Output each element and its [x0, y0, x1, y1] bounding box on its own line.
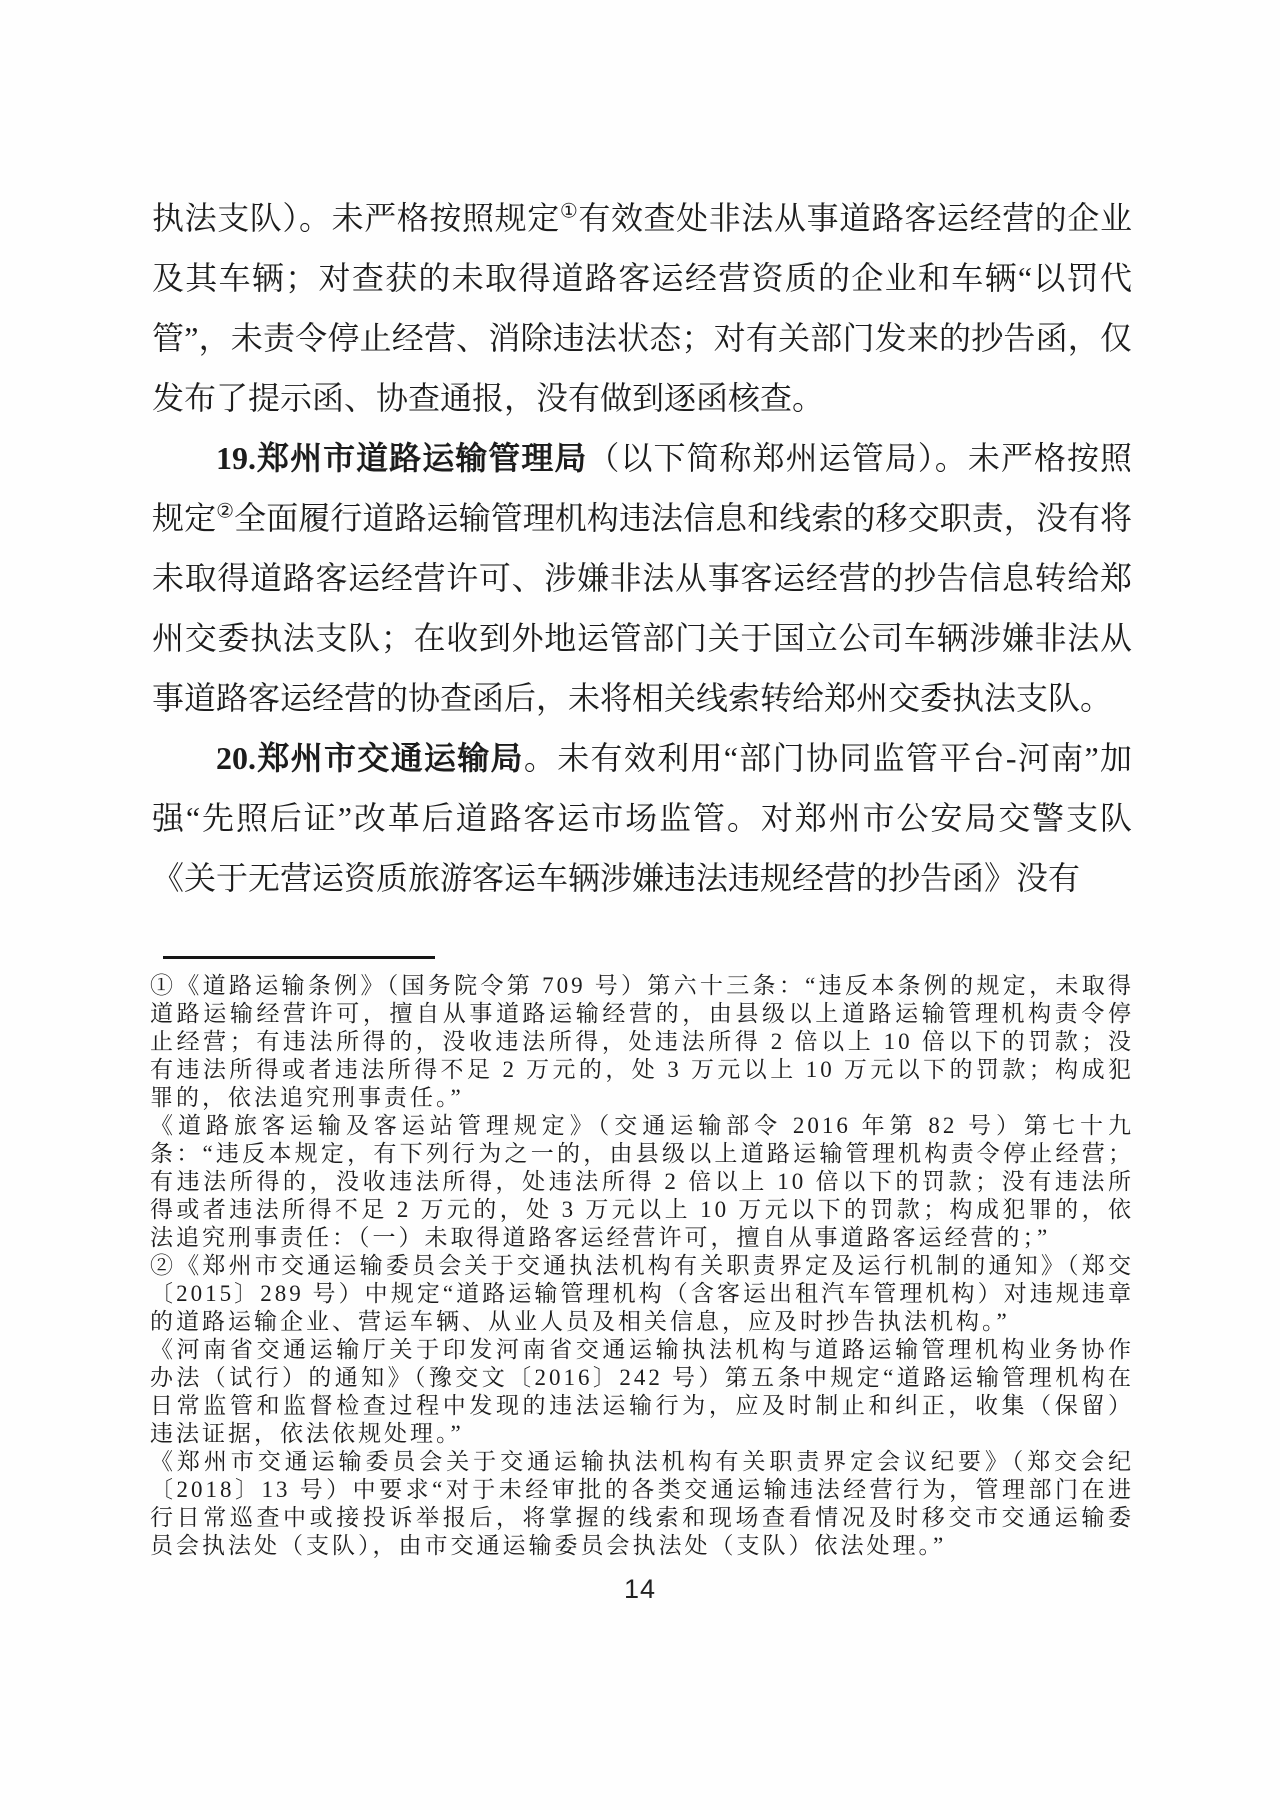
- footnote-text: 《郑州市交通运输委员会关于交通运输执法机构有关职责界定会议纪要》（郑交会纪〔2018〕13 号）中要求“对于未经审批的各类交通运输违法经营行为，管理部门在进行日常巡查中或接投诉举报后，将掌握的线索和现场查看情况及时移交市交通运输委员会执法处（支队），由市交通运输委员会执法处（支队）依法处理。”: [150, 1449, 1134, 1558]
- footnote-text: 《道路运输条例》（国务院令第 709 号）第六十三条：“违反本条例的规定，未取得道路运输经营许可，擅自从事道路运输经营的，由县级以上道路运输管理机构责令停止经营；有违法所得的，没收违法所得，处违法所得 2 倍以上 10 倍以下的罚款；没有违法所得或者违法所得不足 2 万元的，处 3 万元以上 10 万元以下的罚款；构成犯罪的，依法追究刑事责任。”: [150, 973, 1134, 1110]
- footnote-marker: ①: [150, 973, 177, 998]
- footnote-text: 《河南省交通运输厅关于印发河南省交通运输执法机构与道路运输管理机构业务协作办法（试行）的通知》（豫交文〔2016〕242 号）第五条中规定“道路运输管理机构在日常监管和监督检查过程中发现的违法运输行为，应及时制止和纠正，收集（保留）违法证据，依法依规处理。”: [150, 1337, 1134, 1446]
- main-text: [152, 188, 1132, 908]
- body-text-run: 有效查处非法从事道路客运经营的企业及其车辆；对查获的未取得道路客运经营资质的企业和车辆“以罚代管”，未责令停止经营、消除违法状态；对有关部门发来的抄告函，仅发布了提示函、协查通报，没有做到逐函核查。: [152, 200, 1132, 416]
- footnote-1-continued: [150, 1112, 1134, 1252]
- footnote-ref-2: ②: [216, 500, 235, 523]
- footnote-1: [150, 972, 1134, 1112]
- paragraph-item-19: [152, 428, 1132, 728]
- body-text-run: 。未有效利用“部门协同监管平台-河南”加强“先照后证”改革后道路客运市场监管。对郑州市公安局交警支队《关于无营运资质旅游客运车辆涉嫌违法违规经营的抄告函》没有: [152, 740, 1132, 896]
- footnote-2-continued-a: [150, 1336, 1134, 1448]
- footnote-text: 《道路旅客运输及客运站管理规定》（交通运输部令 2016 年第 82 号）第七十九条：“违反本规定，有下列行为之一的，由县级以上道路运输管理机构责令停止经营；有违法所得的，没收违法所得，处违法所得 2 倍以上 10 倍以下的罚款；没有违法所得或者违法所得不足 2 万元的，处 3 万元以上 10 万元以下的罚款；构成犯罪的，依法追究刑事责任：（一）未取得道路客运经营许可，擅自从事道路客运经营的；”: [150, 1113, 1135, 1250]
- paragraph-continuation: [152, 188, 1132, 428]
- body-text-run: （以下简称郑州运管局）。未严格按照规定: [152, 440, 1132, 536]
- body-text-run: 执法支队）。未严格按照规定: [152, 200, 560, 236]
- footnote-2-continued-b: [150, 1448, 1134, 1560]
- footnote-text: 《郑州市交通运输委员会关于交通执法机构有关职责界定及运行机制的通知》（郑交〔2015〕289 号）中规定“道路运输管理机构（含客运出租汽车管理机构）对违规违章的道路运输企业、营运车辆、从业人员及相关信息，应及时抄告执法机构。”: [150, 1253, 1135, 1334]
- footnote-separator-rule: [163, 956, 435, 959]
- footnote-marker: ②: [150, 1253, 177, 1278]
- page-number: 14: [623, 1574, 657, 1604]
- footnote-ref-1: ①: [559, 200, 579, 223]
- footnote-2: [150, 1252, 1134, 1336]
- footnotes-section: [150, 972, 1134, 1560]
- item-20-heading: 20.郑州市交通运输局: [216, 740, 524, 776]
- paragraph-item-20: [152, 728, 1132, 908]
- item-19-heading: 19.郑州市道路运输管理局: [216, 440, 588, 476]
- body-text-run: 全面履行道路运输管理机构违法信息和线索的移交职责，没有将未取得道路客运经营许可、涉嫌非法从事客运经营的抄告信息转给郑州交委执法支队；在收到外地运管部门关于国立公司车辆涉嫌非法从事道路客运经营的协查函后，未将相关线索转给郑州交委执法支队。: [152, 500, 1132, 716]
